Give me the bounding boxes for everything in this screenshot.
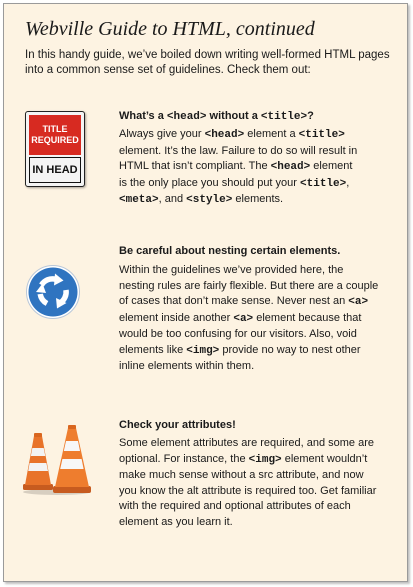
body-text: nesting rules are fairly flexible. But there are a couple — [119, 279, 379, 292]
sign-text: TITLE — [42, 124, 68, 134]
body-line — [119, 468, 404, 484]
guide-page — [3, 3, 408, 582]
body-line — [119, 159, 404, 176]
inline-code: <head> — [270, 161, 311, 173]
body-text: HTML that isn’t compliant. The — [119, 160, 271, 172]
body-line — [119, 279, 404, 295]
body-text: elements like — [119, 343, 187, 356]
body-line — [119, 499, 404, 515]
body-line — [119, 359, 404, 375]
body-text: is the only place you should put your — [119, 176, 301, 189]
body-text: element inside another — [119, 311, 234, 324]
body-line — [119, 176, 404, 193]
sign-text: REQUIRED — [31, 135, 79, 145]
intro-line: into a common sense set of guidelines. Check them out: — [25, 64, 311, 76]
body-line — [119, 144, 404, 160]
body-text: of cases that don’t make sense. Never nest an — [119, 295, 349, 307]
body-text: , — [346, 176, 350, 189]
body-text: Always give your — [119, 128, 205, 140]
inline-code: <title> — [300, 177, 347, 190]
body-line — [119, 311, 404, 328]
section-heading-attributes: Check your attributes! — [119, 419, 236, 431]
page-title: Webville Guide to HTML, continued — [25, 18, 315, 40]
body-line — [119, 192, 404, 209]
intro-paragraph — [25, 48, 395, 78]
body-text: Within the guidelines we’ve provided here, the — [119, 264, 344, 276]
inline-code: <style> — [186, 194, 233, 206]
section-heading-nesting: Be careful about nesting certain elements. — [119, 245, 341, 257]
body-line — [119, 127, 404, 144]
body-text: with the required and optional attributes of each — [119, 500, 351, 512]
section-body — [119, 436, 404, 530]
sign-text: IN HEAD — [29, 157, 81, 183]
inline-code: <title> — [298, 129, 345, 141]
body-text: element a — [244, 128, 299, 140]
roundabout-sign-icon — [25, 264, 81, 320]
section-body — [119, 263, 404, 375]
inline-code: <meta> — [119, 194, 159, 206]
body-text: make much sense without a src attribute, and now — [119, 469, 364, 481]
body-text: you know the alt attribute is required too. Get familiar — [119, 484, 377, 497]
section-body — [119, 127, 404, 209]
body-text: Some element attributes are required, and some are — [119, 437, 374, 449]
body-text: would be too confusing for our visitors. Also, void — [119, 328, 357, 340]
body-text: element wouldn’t — [281, 452, 368, 465]
intro-line: In this handy guide, we’ve boiled down writing well-formed HTML pages — [25, 49, 390, 61]
body-text: element because that — [253, 311, 362, 324]
body-text: element as you learn it. — [119, 515, 233, 528]
body-line — [119, 343, 404, 360]
inline-code: <a> — [233, 312, 254, 325]
body-line — [119, 294, 404, 311]
traffic-cones-icon — [21, 424, 93, 496]
inline-code: <img> — [186, 344, 220, 357]
body-line — [119, 327, 404, 343]
body-line — [119, 452, 404, 469]
body-text: provide no way to nest other — [219, 343, 361, 356]
inline-code: <img> — [248, 453, 282, 466]
body-text: inline elements within them. — [119, 360, 255, 372]
body-line — [119, 436, 404, 452]
body-text: element. It’s the law. Failure to do so will result in — [119, 144, 358, 157]
body-line — [119, 515, 404, 531]
inline-code: <head> — [204, 129, 245, 141]
body-text: optional. For instance, the — [119, 452, 249, 465]
body-text: , and — [158, 193, 187, 205]
inline-code: <a> — [348, 296, 369, 308]
title-required-sign-icon — [25, 111, 85, 187]
body-line — [119, 263, 404, 279]
body-line — [119, 484, 404, 500]
section-heading-head-title: What’s a <head> without a <title>? — [119, 110, 314, 123]
body-text: element — [310, 160, 353, 172]
body-text: elements. — [232, 193, 284, 205]
